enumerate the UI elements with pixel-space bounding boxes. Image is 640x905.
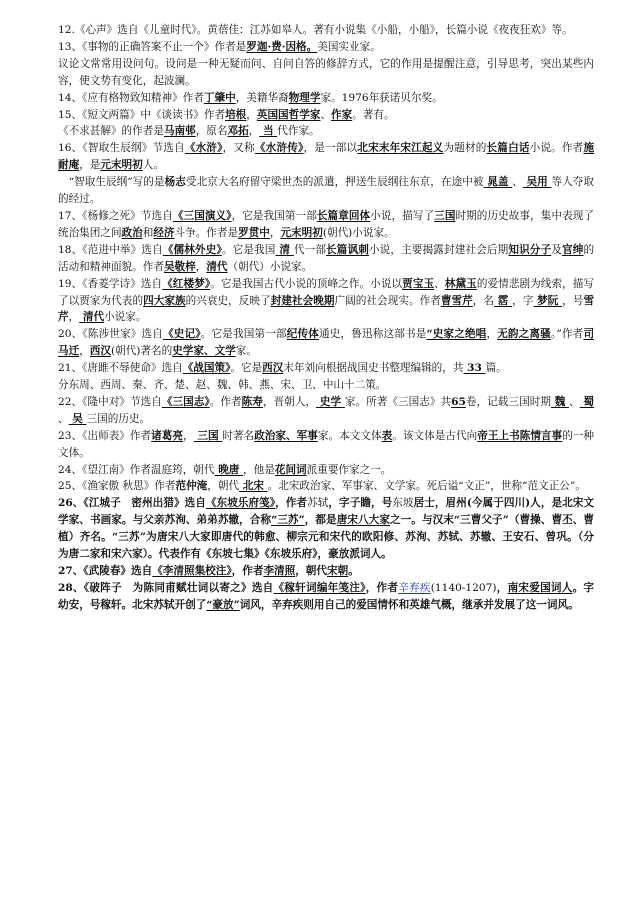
text-run: ， [486,328,498,341]
paragraph-l16b [58,174,594,208]
text-run: 居士，眉州(今属于四川)人，是北宋文学家、书画家。与父亲苏洵、弟弟苏辙，合称 [58,497,595,527]
text-run: 、 [434,277,445,290]
text-run: 《东坡乐府笺》 [205,497,276,510]
text-run: 苏轼 [307,497,329,510]
text-run: 清 [275,243,294,256]
text-run: ，字 [328,497,350,510]
text-run: 北宋末年宋江起义 [357,142,444,155]
text-run: ，朝代 [295,565,327,577]
text-run: 时著名 [222,429,255,442]
text-run: 施耐庵 [58,142,595,172]
text-run: 、 [512,176,523,189]
text-run: 。它是 [230,362,263,375]
text-run: ，作者 [275,497,308,510]
text-run: 之一。与汉末“三曹父子”（曹操、曹丕、曹植）齐名。“三苏”为唐宋八大家即唐代的韩愈、柳宗元和宋代的欧阳修、苏洵、苏轼、苏辙、王安石、曾巩。（分为唐二家和宋六家）。代表作有《东坡七集》《东坡乐府》，豪放派词人。 [58,514,595,561]
text-run: 罗贯中 [238,226,270,239]
text-run: 12.《心声》选自《儿童时代》。黄蓓佳：江苏如皋人。著有小说集《小船，小船》，长篇小说《夜夜狂欢》等。 [58,24,573,36]
text-run: 稼轩 [100,598,122,611]
text-run: (朝代)著名的 [110,345,173,358]
text-run: 。北宋 [121,598,154,611]
text-run: ，名 [472,294,495,307]
text-run: ， [183,429,194,442]
text-run: 14、《应有格物致知精神》作者 [58,91,204,104]
text-run: 吴用 [522,176,552,189]
text-run: ， [269,226,281,239]
text-run: 等人夺取的经过。 [58,176,595,206]
text-run: ，是一部以 [303,142,358,155]
text-run: 梦阮 [533,294,563,307]
text-run: 《红楼梦》 [162,277,211,290]
text-run: 纪传体 [286,328,319,341]
paragraph-l21b [58,377,594,394]
text-run: 23、《出师表》作者 [58,429,152,442]
text-run: 《稼轩词编年笺注》 [273,581,366,594]
text-run: 魏 [550,395,570,408]
text-run: ，号 [79,598,101,611]
text-run: 《战国策》 [182,362,231,375]
text-run: 元末明初 [100,159,143,172]
text-run: ，原名 [195,125,228,138]
text-run: 28、《破阵子 为陈同甫赋壮词以寄之》选自 [58,581,274,594]
text-run: 《儒林外史》 [162,243,222,256]
text-run: 的爱情悲剧为线索，描写了以贾家为代表的 [58,277,595,307]
text-run: 雪芹 [58,294,595,324]
text-run: 22、《隆中对》节选自 [58,395,162,408]
text-run: 、 [320,108,332,121]
text-run: 20、《陈涉世家》选自 [58,328,164,341]
text-run: ，号 [370,497,393,510]
text-run: ， [248,125,260,138]
text-run: 。著有。 [352,108,395,121]
text-run: 曹雪芹 [440,294,473,307]
text-run: 家。所著《三国志》共 [344,395,452,408]
text-run: 篇。 [485,362,507,375]
text-run: 的兴衰史，反映了 [185,294,271,307]
paragraph-l20 [58,326,594,360]
text-run: 18、《范进中举》选自 [58,243,163,256]
text-run: ，美籍华裔 [235,91,289,104]
text-run: 17、《杨修之死》节选自 [58,209,173,222]
text-run: 经济 [153,226,175,239]
text-run: 《三国志》 [161,395,210,408]
text-run: 派重要作家之一。 [306,463,392,476]
text-run: 卷，记载三国时期 [465,395,551,408]
text-run: 宋朝 [327,565,349,577]
text-run: 林黛玉 [444,277,477,290]
text-run: ， [246,108,257,121]
text-run: 培根 [225,108,247,121]
text-run: 词风，辛弃疾则用自己的爱国情怀和英雄气概，继承并发展了这一词风。 [239,598,579,611]
text-run: 为题材的 [443,142,487,155]
text-run: 当 [259,125,278,138]
text-run: 政治 [121,226,143,239]
text-run: 《李清照集校注》 [152,565,232,577]
text-run: 小说。作者 [529,142,584,155]
paragraph-l22 [58,394,594,428]
text-run: 长篇讽刺 [326,243,369,256]
text-run: 四大家族 [143,294,186,307]
text-run: “史家之绝唱 [426,328,487,341]
text-run: 史学家、文学 [172,345,236,358]
text-run: 斗争。作者是 [174,226,239,239]
text-run: 。它是我国 [221,243,276,256]
text-run: ，字 [512,294,534,307]
text-run: 时期的历史故事，集中表现了统治集团之间 [58,209,595,239]
text-run: 。它是我国第一部 [200,328,287,341]
text-run: (1140-1207) [430,581,497,594]
text-run: 《三国演义》 [172,209,232,222]
text-run: 33 [463,362,486,375]
text-run: 晁盖 [483,176,513,189]
text-run: 27、《武陵春》选自 [58,565,153,577]
paragraph-l26 [58,495,594,563]
text-run: 。它是我国古代小说的顶峰之作。小说以 [210,277,403,290]
text-run: ，他是 [243,463,275,476]
text-run: “智取生辰纲”写的是 [58,176,165,189]
text-run: ，晋朝人， [262,395,317,408]
text-run: 幼安 [58,598,80,611]
text-run: 末年刘向根据战国史书整理编辑的，共 [283,362,464,375]
text-run: 唐宋八大家 [336,514,390,527]
text-run: 知识分子 [508,243,552,256]
paragraph-l21 [58,360,594,377]
text-run: 史学 [316,395,345,408]
text-run: 政治家、军事 [254,429,318,442]
text-run: 。字 [572,581,595,594]
text-run: 吴敬梓 [163,260,196,273]
text-run: 《水浒》 [184,142,223,155]
text-run: 东坡 [392,497,414,510]
text-run: 长篇章回体 [316,209,371,222]
text-run: 封建社会晚期 [270,294,335,307]
text-run: 物理学 [288,91,321,104]
text-run: 子瞻 [349,497,371,510]
paragraph-l18 [58,242,594,276]
text-run: 表 [381,429,393,442]
text-run: 小说，描写了 [370,209,435,222]
text-run: 19、《香菱学诗》选自 [58,277,163,290]
paragraph-l24 [58,462,594,479]
text-run: 《不求甚解》的作者是 [58,125,164,138]
text-run: 受北京大名府留守梁世杰的派遣，押送生辰纲往东京，在途中被 [185,176,484,189]
text-run: 三国 [434,209,456,222]
text-run: 。北宋政治家、军事家、文学家。死后谥“文正”，世称“范文正公”。 [267,480,586,493]
text-run: 晚唐 [214,463,244,476]
text-run: 诸葛亮 [151,429,184,442]
paragraph-l25 [58,478,594,495]
text-run: 65 [451,395,466,408]
text-run: （朝代）小说家。 [227,260,313,273]
text-run: 小说家。 [104,311,147,324]
text-run: 作家 [331,108,353,121]
text-run: 家。本文文体 [317,429,382,442]
text-run: 家。 [235,345,257,358]
text-run: 。作者 [209,395,242,408]
text-run: 西汉 [262,362,284,375]
text-run: ，作者 [365,581,399,594]
text-run: 三国 [193,429,223,442]
text-run: 代作家。 [277,125,320,138]
text-run: 帝王上书陈情言事 [477,429,563,442]
text-run: 北宋 [239,480,268,493]
text-run: 长篇白话 [486,142,530,155]
text-run: 范仲淹 [175,480,208,493]
text-run: 25、《渔家傲 秋思》作者 [58,480,176,493]
text-run: 蜀 [579,395,595,408]
text-run: ，作者 [231,565,264,577]
paragraph-l23 [58,428,594,462]
text-run: 吴 [68,412,87,425]
text-run: ，号 [562,294,584,307]
text-run: 贾宝玉 [402,277,435,290]
paragraph-l17 [58,208,594,242]
text-run: (朝代)小说家。 [322,226,395,239]
text-run: ， [496,581,508,594]
text-run: 开创了 [174,598,207,611]
text-run: “三苏” [271,514,305,527]
paragraph-l28 [58,580,594,614]
text-run: 马南邨 [163,125,196,138]
text-run: 分东周、西周、秦、齐、楚、赵、魏、韩、燕、宋、卫、中山十二策。 [58,379,387,392]
text-run: 小说，主要揭露封建社会后期 [368,243,509,256]
text-run: 13、《事物的正确答案不止一个》作者是 [58,40,247,53]
text-run: 人。 [142,159,164,172]
text-run: “豪放” [206,598,240,611]
text-run: 丁肇中 [203,91,236,104]
text-run: 罗迦·费·因格。 [246,40,318,53]
text-run: ，是 [79,159,101,172]
text-run: 司马迁 [58,328,595,358]
paragraph-l13 [58,39,594,56]
text-run: ，都是 [304,514,337,527]
text-run: 苏轼 [153,598,175,611]
text-run: 。 [348,565,359,577]
paragraph-l15b [58,123,594,140]
text-run: 西汉 [89,345,111,358]
paragraph-l14 [58,90,594,107]
text-run: 杨志 [164,176,186,189]
text-run: 。该文体是古代向 [392,429,478,442]
text-run: 英国国哲学家 [256,108,321,121]
text-run: 南宋爱国词人 [507,581,573,594]
text-run: 邓拓 [227,125,249,138]
paragraph-l15 [58,107,594,124]
text-run: 三国的历史。 [86,412,151,425]
text-run: 16、《智取生辰纲》节选自 [58,142,185,155]
text-run: ， [79,345,90,358]
text-run: 、 [569,395,580,408]
text-run: 无韵之离骚 [497,328,551,341]
text-run: 《水浒传》 [254,142,304,155]
text-run: 广阔的社会现实。作者 [334,294,441,307]
text-run: 、 [58,412,69,425]
text-run: ，朝代 [207,480,240,493]
text-run: 26、《江城子 密州出猎》选自 [58,497,206,510]
text-run: ， [68,311,80,324]
text-run: 元末明初 [280,226,323,239]
text-run: 代一部 [293,243,327,256]
text-run: 李清照 [263,565,296,577]
text-run: 辛弃疾 [398,581,431,594]
text-run: 家。1976年获诺贝尔奖。 [320,91,443,104]
text-run: 。”作者 [550,328,584,341]
text-run: 官绅 [562,243,584,256]
text-run: 通史，鲁迅称这部书是 [318,328,427,341]
text-run: 《史记》 [163,328,201,341]
text-run: ，它是我国第一部 [231,209,317,222]
text-run: 21、《唐雎不辱使命》选自 [58,362,183,375]
text-run: 美国实业家。 [317,40,381,53]
text-run: 花间词 [274,463,307,476]
text-run: ，又称 [222,142,255,155]
text-run: 的活动和精神面貌。作者 [58,243,595,273]
text-run: ， [195,260,207,273]
paragraph-l13b [58,56,594,90]
text-run: 霑 [494,294,513,307]
paragraph-l12 [58,22,594,39]
paragraph-l16 [58,140,594,174]
text-run: 陈寿 [241,395,263,408]
text-run: 及 [551,243,562,256]
text-run: 24、《望江南》作者温庭筠，朝代 [58,463,215,476]
text-run: 15、《短文两篇》中《谈读书》作者 [58,108,226,121]
text-run: 的一种文体。 [58,429,595,459]
paragraph-l19 [58,276,594,327]
paragraph-l27 [58,563,594,580]
text-run: 清代 [79,311,105,324]
text-run: 清代 [206,260,228,273]
text-run: 议论文常常用设问句。设问是一种无疑而问、自问自答的修辞方式，它的作用是提醒注意，引导思考，突出某些内容，使文势有变化，起波澜。 [58,57,594,87]
text-run: 和 [142,226,154,239]
